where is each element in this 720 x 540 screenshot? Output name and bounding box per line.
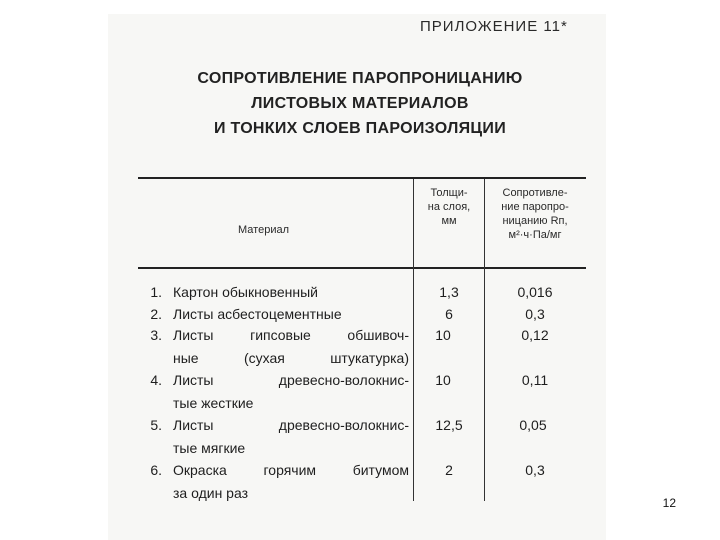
header-thickness-line: мм <box>441 215 457 227</box>
header-bottom-rule <box>138 267 586 269</box>
row-material-line: тые мягкие <box>173 440 246 456</box>
row-number: 6. <box>150 462 162 478</box>
row-thickness: 12,5 <box>435 417 463 433</box>
title-line-2: ЛИСТОВЫХ МАТЕРИАЛОВ <box>251 95 469 112</box>
row-material <box>173 372 409 388</box>
row-material-line: Окраска горячим битумом <box>173 462 409 478</box>
row-material: Листы асбестоцементные <box>173 306 342 322</box>
row-number: 4. <box>150 372 162 388</box>
row-resistance: 0,12 <box>521 327 549 343</box>
table-title <box>150 66 570 141</box>
header-resistance-line: ницанию Rп, <box>502 215 568 227</box>
page-number: 12 <box>662 496 676 510</box>
row-material <box>173 327 409 343</box>
appendix-label: ПРИЛОЖЕНИЕ 11* <box>420 18 568 35</box>
row-number: 1. <box>150 284 162 300</box>
row-material <box>173 462 409 478</box>
row-thickness: 6 <box>445 306 453 322</box>
header-thickness <box>416 186 482 228</box>
row-resistance: 0,11 <box>521 372 549 388</box>
row-thickness: 10 <box>435 327 451 343</box>
row-thickness: 10 <box>435 372 451 388</box>
row-material-line: Листы древесно-волокнис- <box>173 417 409 433</box>
row-material <box>173 350 409 366</box>
title-line-3: И ТОНКИХ СЛОЕВ ПАРОИЗОЛЯЦИИ <box>213 120 507 137</box>
header-resistance-line: ние паропро- <box>501 201 569 213</box>
header-resistance <box>485 186 585 242</box>
row-resistance: 0,3 <box>525 306 545 322</box>
row-number: 3. <box>150 327 162 343</box>
table-top-rule <box>138 177 586 179</box>
row-material: Картон обыкновенный <box>173 284 319 300</box>
row-material <box>173 417 409 433</box>
row-number: 2. <box>150 306 162 322</box>
row-material-line: Листы гипсовые обшивоч- <box>173 327 409 343</box>
header-resistance-line: м²·ч·Па/мг <box>508 229 562 241</box>
header-thickness-line: Толщи- <box>430 187 468 199</box>
row-material-line: за один раз <box>173 485 249 501</box>
row-resistance: 0,05 <box>519 417 547 433</box>
header-resistance-line: Сопротивле- <box>502 187 568 199</box>
row-material-line: ные (сухая штукатурка) <box>173 350 409 366</box>
row-thickness: 1,3 <box>439 284 459 300</box>
row-material-line: Листы древесно-волокнис- <box>173 372 409 388</box>
header-thickness-line: на слоя, <box>427 201 471 213</box>
header-material: Материал <box>238 224 289 236</box>
title-line-1: СОПРОТИВЛЕНИЕ ПАРОПРОНИЦАНИЮ <box>197 70 523 87</box>
row-material-line: тые жесткие <box>173 395 254 411</box>
row-thickness: 2 <box>445 462 453 478</box>
row-resistance: 0,016 <box>517 284 553 300</box>
row-number: 5. <box>150 417 162 433</box>
row-resistance: 0,3 <box>525 462 545 478</box>
